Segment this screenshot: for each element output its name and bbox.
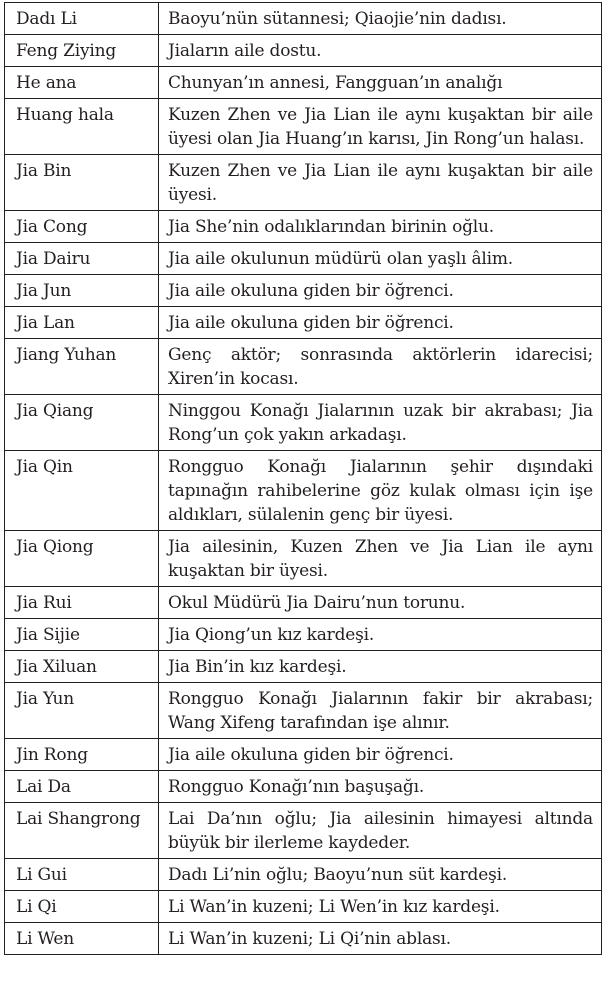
character-name: Dadı Li [5, 3, 159, 35]
character-name: Jia Bin [5, 155, 159, 211]
table-row [5, 739, 602, 771]
table-row [5, 155, 602, 211]
character-name: Li Qi [5, 891, 159, 923]
table-row [5, 243, 602, 275]
table-row [5, 771, 602, 803]
table-row [5, 67, 602, 99]
table-row [5, 923, 602, 955]
character-name: Jiang Yuhan [5, 339, 159, 395]
character-description: Rongguo Konağı Jialarının fakir bir akrabası; Wang Xifeng tarafından işe alınır. [159, 683, 602, 739]
character-name: Li Gui [5, 859, 159, 891]
character-name: Jin Rong [5, 739, 159, 771]
character-name: Jia Yun [5, 683, 159, 739]
character-name: Jia Xiluan [5, 651, 159, 683]
character-name: Jia Dairu [5, 243, 159, 275]
character-description: Jia ailesinin, Kuzen Zhen ve Jia Lian ile aynı kuşaktan bir üyesi. [159, 531, 602, 587]
character-description: Lai Da’nın oğlu; Jia ailesinin himayesi altında büyük bir ilerleme kaydeder. [159, 803, 602, 859]
table-row [5, 3, 602, 35]
character-description: Genç aktör; sonrasında aktörlerin idarecisi; Xiren’in kocası. [159, 339, 602, 395]
table-row [5, 451, 602, 531]
character-description: Jia aile okuluna giden bir öğrenci. [159, 739, 602, 771]
character-description: Rongguo Konağı’nın başuşağı. [159, 771, 602, 803]
character-description: Li Wan’in kuzeni; Li Qi’nin ablası. [159, 923, 602, 955]
character-description: Jia aile okuluna giden bir öğrenci. [159, 275, 602, 307]
character-name: Jia Jun [5, 275, 159, 307]
table-row [5, 531, 602, 587]
character-description: Jia aile okuluna giden bir öğrenci. [159, 307, 602, 339]
character-glossary-table [4, 2, 602, 955]
character-name: He ana [5, 67, 159, 99]
table-row [5, 891, 602, 923]
character-description: Kuzen Zhen ve Jia Lian ile aynı kuşaktan bir aile üyesi olan Jia Huang’ın karısı, Jin Rong’un halası. [159, 99, 602, 155]
character-name: Li Wen [5, 923, 159, 955]
table-row [5, 35, 602, 67]
character-description: Dadı Li’nin oğlu; Baoyu’nun süt kardeşi. [159, 859, 602, 891]
character-description: Jia Bin’in kız kardeşi. [159, 651, 602, 683]
table-row [5, 651, 602, 683]
table-row [5, 395, 602, 451]
character-description: Jia Qiong’un kız kardeşi. [159, 619, 602, 651]
table-row [5, 587, 602, 619]
character-description: Li Wan’in kuzeni; Li Wen’in kız kardeşi. [159, 891, 602, 923]
character-description: Jia She’nin odalıklarından birinin oğlu. [159, 211, 602, 243]
character-name: Lai Da [5, 771, 159, 803]
character-name: Feng Ziying [5, 35, 159, 67]
character-name: Huang hala [5, 99, 159, 155]
table-row [5, 211, 602, 243]
character-description: Chunyan’ın annesi, Fangguan’ın analığı [159, 67, 602, 99]
character-name: Jia Qiong [5, 531, 159, 587]
character-name: Jia Qin [5, 451, 159, 531]
character-description: Baoyu’nün sütannesi; Qiaojie’nin dadısı. [159, 3, 602, 35]
table-row [5, 99, 602, 155]
character-description: Kuzen Zhen ve Jia Lian ile aynı kuşaktan bir aile üyesi. [159, 155, 602, 211]
character-name: Jia Cong [5, 211, 159, 243]
table-row [5, 619, 602, 651]
character-name: Jia Rui [5, 587, 159, 619]
table-row [5, 683, 602, 739]
character-name: Jia Sijie [5, 619, 159, 651]
table-row [5, 275, 602, 307]
character-description: Jia aile okulunun müdürü olan yaşlı âlim. [159, 243, 602, 275]
character-description: Jiaların aile dostu. [159, 35, 602, 67]
glossary-container [4, 2, 602, 955]
character-name: Jia Qiang [5, 395, 159, 451]
character-description: Rongguo Konağı Jialarının şehir dışındaki tapınağın rahibelerine göz kulak olması için işe aldıkları, sülalenin genç bir üyesi. [159, 451, 602, 531]
table-row [5, 803, 602, 859]
table-row [5, 307, 602, 339]
character-name: Jia Lan [5, 307, 159, 339]
table-row [5, 859, 602, 891]
character-description: Ninggou Konağı Jialarının uzak bir akrabası; Jia Rong’un çok yakın arkadaşı. [159, 395, 602, 451]
character-description: Okul Müdürü Jia Dairu’nun torunu. [159, 587, 602, 619]
table-row [5, 339, 602, 395]
character-name: Lai Shangrong [5, 803, 159, 859]
